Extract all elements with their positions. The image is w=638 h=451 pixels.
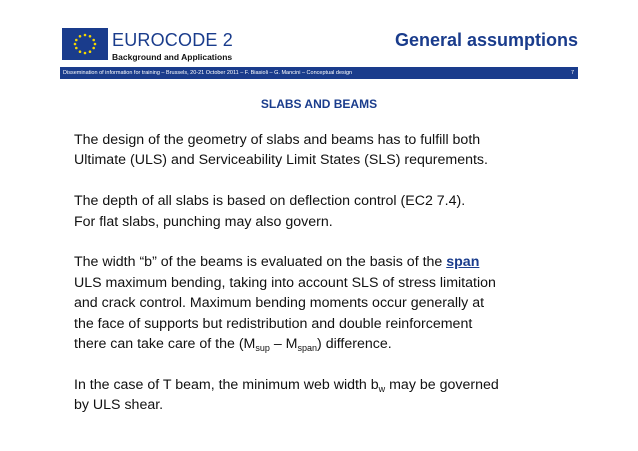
p4-line-1-b: may be governed bbox=[385, 376, 499, 393]
p3-line-2: ULS maximum bending, taking into account SLS of stress limitation bbox=[74, 274, 496, 291]
span-link[interactable]: span bbox=[446, 254, 480, 271]
brand-subtitle: Background and Applications bbox=[112, 52, 233, 62]
info-bar-text: Dissemination of information for training – Brussels, 20-21 October 2011 – F. Biasioli – G. Mancini – Conceptual design bbox=[63, 70, 353, 76]
p3-line-5-a: there can take care of the (M bbox=[74, 336, 256, 353]
p4-line-1-a: In the case of T beam, the minimum web width b bbox=[74, 376, 379, 393]
p4-line-1 bbox=[74, 375, 594, 395]
p1-line-1: The design of the geometry of slabs and beams has to fulfill both bbox=[74, 132, 481, 148]
slide-subtitle: SLABS AND BEAMS bbox=[260, 97, 378, 111]
p3-line-5 bbox=[74, 334, 594, 354]
info-bar bbox=[60, 67, 578, 79]
eu-flag-icon bbox=[62, 28, 108, 60]
page-number: 7 bbox=[570, 70, 574, 76]
p3-line-3: and crack control. Maximum bending moments occur generally at bbox=[74, 295, 485, 312]
p3-line-1 bbox=[74, 252, 594, 272]
paragraph-2 bbox=[74, 191, 594, 232]
p3-line-4: the face of supports but redistribution and double reinforcement bbox=[74, 315, 473, 332]
m-span-subscript: span bbox=[297, 343, 318, 354]
brand-title: EUROCODE 2 bbox=[112, 30, 234, 50]
slide-header bbox=[60, 28, 578, 64]
p3-line-1-text: The width “b” of the beams is evaluated on the basis of the bbox=[74, 254, 447, 271]
paragraph-3 bbox=[74, 252, 594, 354]
p3-line-5-b: – M bbox=[269, 336, 298, 353]
slide-body bbox=[74, 130, 594, 436]
p3-line-5-c: ) difference. bbox=[317, 336, 392, 353]
p1-line-2: Ultimate (ULS) and Serviceability Limit States (SLS) requrements. bbox=[74, 152, 488, 169]
paragraph-4 bbox=[74, 375, 594, 416]
p2-line-2: For flat slabs, punching may also govern. bbox=[74, 213, 333, 230]
section-title: General assumptions bbox=[394, 30, 578, 50]
bw-subscript: w bbox=[378, 383, 386, 394]
m-sup-subscript: sup bbox=[255, 343, 270, 354]
p4-line-2: by ULS shear. bbox=[74, 397, 164, 414]
paragraph-1 bbox=[74, 130, 594, 171]
p2-line-1: The depth of all slabs is based on deflection control (EC2 7.4). bbox=[74, 193, 466, 210]
